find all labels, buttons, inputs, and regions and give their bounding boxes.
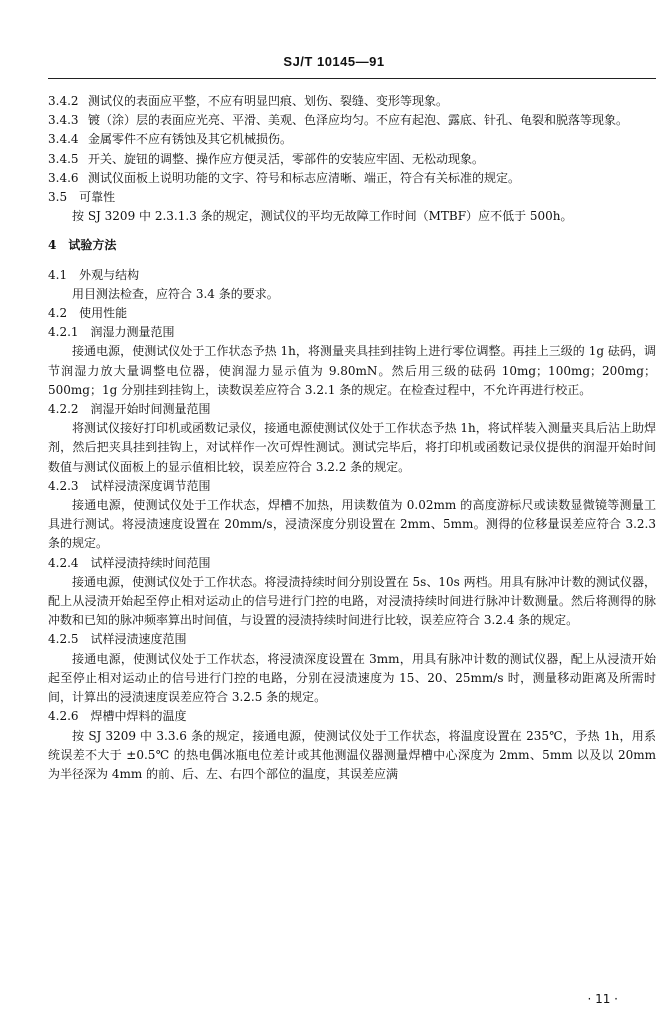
section-3-5-body: 按 SJ 3209 中 2.3.1.3 条的规定，测试仪的平均无故障工作时间（MTBF）应不低于 500h。 — [72, 209, 573, 224]
clause-3-4-2: 3.4.2 测试仪的表面应平整，不应有明显凹痕、划伤、裂缝、变形等现象。 — [48, 94, 449, 108]
section-4-2-4-body: 接通电源，使测试仪处于工作状态。将浸渍持续时间分别设置在 5s、10s 两档。用具有脉冲计数的测试仪器，配上从浸渍开始起至停止相对运动止的信号进行门控的电路，对浸渍持续时间进行脉冲计数测量。然后将测得的脉冲数和已知的脉冲频率算出时间值，与设置的浸渍持续时间进行比较，误差应符合 3.2.4 条的规定。 — [48, 574, 656, 628]
section-4-2-2-title: 4.2.2 润湿开始时间测量范围 — [48, 402, 211, 417]
section-4-2-5-body: 接通电源，使测试仪处于工作状态，将浸渍深度设置在 3mm，用具有脉冲计数的测试仪器，配上从浸渍开始起至停止相对运动止的信号进行门控的电路，分别在浸渍速度为 15、20、25mm/s 时，测量移动距离及所需时间，计算出的浸渍速度误差应符合 3.2.5 条的规定。 — [48, 651, 656, 705]
section-4-2-2-body: 将测试仪接好打印机或函数记录仪，接通电源使测试仪处于工作状态予热 1h，将试样装入测量夹具后沾上助焊剂，然后把夹具挂到挂钩上，对试样作一次可焊性测试。测试完毕后，将打印机或函数记录仪提供的润湿开始时间数值与测试仪面板上的显示值相比较，误差应符合 3.2.2 条的规定。 — [48, 421, 656, 474]
clause-3-4-4: 3.4.4 金属零件不应有锈蚀及其它机械损伤。 — [48, 132, 293, 147]
section-4-2-5-title: 4.2.5 试样浸渍速度范围 — [48, 632, 187, 647]
section-4-2-1-body: 接通电源，使测试仪处于工作状态予热 1h，将测量夹具挂到挂钩上进行零位调整。再挂上三级的 1g 砝码，调节润湿力放大量调整电位器，使润湿力显示值为 9.80mN。然后用三级的砝码 10mg；100mg；200mg；500mg；1g 分别挂到挂钩上，读数误差应符合 3.2.1 条的规定。在检查过程中，不允许再进行校正。 — [48, 344, 656, 397]
section-4-1-title: 4.1 外观与结构 — [48, 267, 140, 282]
section-4-2-6-body: 按 SJ 3209 中 3.3.6 条的规定，接通电源，使测试仪处于工作状态，将温度设置在 235℃，予热 1h，用系统误差不大于 ±0.5℃ 的热电偶冰瓶电位差计或其他测温仪器测量焊槽中心深度为 2mm、5mm 以及以 20mm 为半径深为 4mm 的前、后、左、右四个部位的温度，其误差应满 — [48, 728, 656, 781]
clause-3-4-6: 3.4.6 测试仪面板上说明功能的文字、符号和标志应清晰、端正，符合有关标准的规定。 — [48, 170, 521, 185]
clause-3-4-5: 3.4.5 开关、旋钮的调整、操作应方便灵活，零部件的安装应牢固、无松动现象。 — [48, 151, 485, 166]
section-4-2-6-title: 4.2.6 焊槽中焊料的温度 — [48, 709, 187, 724]
section-3-5-title: 3.5 可靠性 — [48, 190, 116, 205]
section-4-2-1-title: 4.2.1 润湿力测量范围 — [48, 325, 175, 340]
section-4-title: 4 试验方法 — [48, 238, 117, 253]
section-4-1-body: 用目测法检查，应符合 3.4 条的要求。 — [72, 286, 279, 301]
document-body — [48, 92, 656, 784]
section-4-2-3-body: 接通电源，使测试仪处于工作状态，焊槽不加热，用读数值为 0.02mm 的高度游标尺或读数显微镜等测量工具进行测试。将浸渍速度设置在 20mm/s，浸渍深度分别设置在 2mm、5mm。测得的位移量误差应符合 3.2.3 条的规定。 — [48, 498, 656, 551]
page-number: · 11 · — [587, 992, 618, 1006]
standard-code-header: SJ/T 10145—91 — [283, 54, 385, 69]
clause-3-4-3: 3.4.3 镀（涂）层的表面应光亮、平滑、美观、色泽应均匀。不应有起泡、露底、针孔、龟裂和脱落等现象。 — [48, 113, 629, 128]
section-4-2-4-title: 4.2.4 试样浸渍持续时间范围 — [48, 555, 211, 570]
section-4-2-title: 4.2 使用性能 — [48, 306, 128, 321]
header-rule — [48, 78, 656, 79]
section-4-2-3-title: 4.2.3 试样浸渍深度调节范围 — [48, 478, 211, 493]
